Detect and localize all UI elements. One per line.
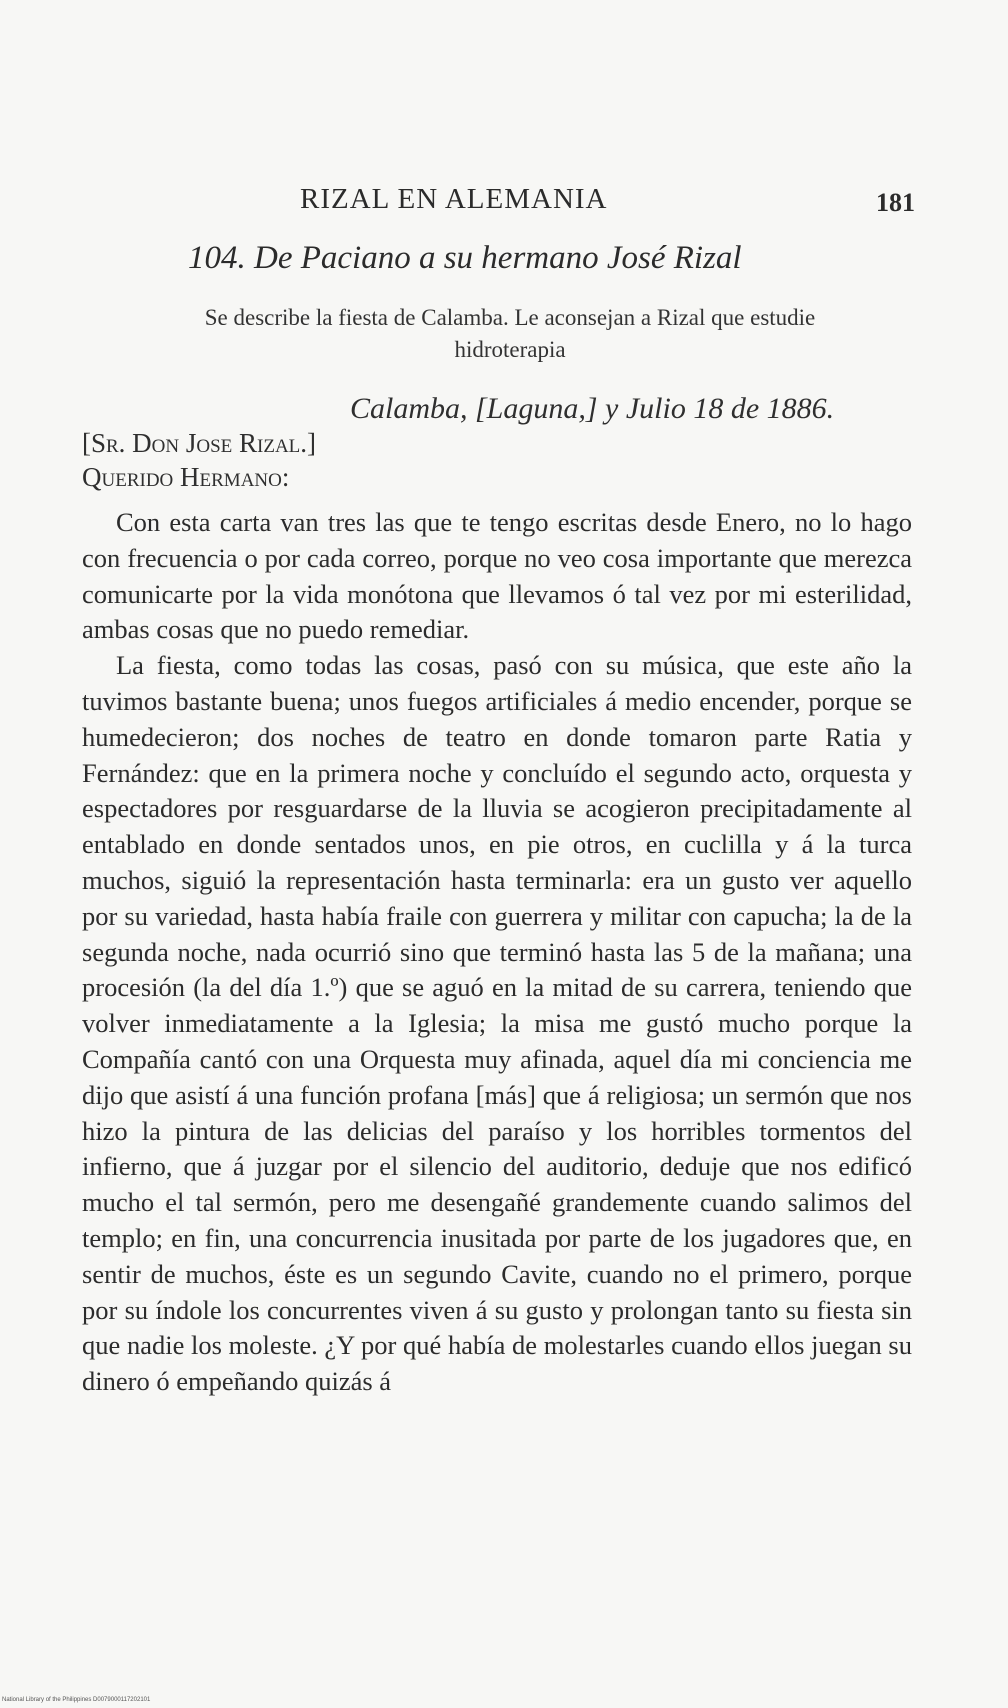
letter-addressee: [Sr. Don Jose Rizal.]: [82, 428, 317, 458]
letter-body: [82, 505, 912, 1400]
running-head: RIZAL EN ALEMANIA: [300, 183, 608, 215]
letter-dateline: Calamba, [Laguna,] y Julio 18 de 1886.: [350, 392, 835, 425]
page-number: 181: [876, 188, 915, 217]
letter-title: 104. De Paciano a su hermano José Rizal: [188, 240, 742, 276]
body-paragraph: Con esta carta van tres las que te tengo escritas desde Enero, no lo hago con frecuencia o por cada correo, porque no veo cosa importante que merezca comunicarte por la vida monótona que llevamos ó tal vez por mi esterilidad, ambas cosas que no puedo remediar.: [82, 507, 912, 645]
letter-summary: Se describe la fiesta de Calamba. Le aconsejan a Rizal que estudie hidroterapia: [204, 305, 816, 362]
letter-salutation: Querido Hermano:: [82, 462, 290, 492]
footer-credit: National Library of the Philippines D0079000117202101: [2, 1697, 151, 1703]
body-paragraph: La fiesta, como todas las cosas, pasó con su música, que este año la tuvimos bastante buena; unos fuegos artificiales á medio encender, porque se humedecieron; dos noches de teatro en donde tomaron parte Ratia y Fernández: que en la primera noche y concluído el segundo acto, orquesta y espectadores por resguardarse de la lluvia se acogieron precipitadamente al entablado en donde sentados unos, en pie otros, en cuclilla y á la turca muchos, siguió la representación hasta terminarla: era un gusto ver aquello por su variedad, hasta había fraile con guerrera y militar con capucha; la de la segunda noche, nada ocurrió sino que terminó hasta las 5 de la mañana; una procesión (la del día 1.º) que se aguó en la mitad de su carrera, teniendo que volver inmediatamente a la Iglesia; la misa me gustó mucho porque la Compañía cantó con una Orquesta muy afinada, aquel día mi conciencia me dijo que asistí á una función profana [más] que á religiosa; un sermón que nos hizo la pintura de las delicias del paraíso y los horribles tormentos del infierno, que á juzgar por el silencio del auditorio, deduje que nos edificó mucho el tal sermón, pero me desengañé grandemente cuando salimos del templo; en fin, una concurrencia inusitada por parte de los jugadores que, en sentir de muchos, éste es un segundo Cavite, cuando no el primero, porque por su índole los concurrentes viven á su gusto y prolongan tanto su fiesta sin que nadie los moleste. ¿Y por qué había de molestarles cuando ellos juegan su dinero ó empeñando quizás á: [82, 650, 912, 1397]
